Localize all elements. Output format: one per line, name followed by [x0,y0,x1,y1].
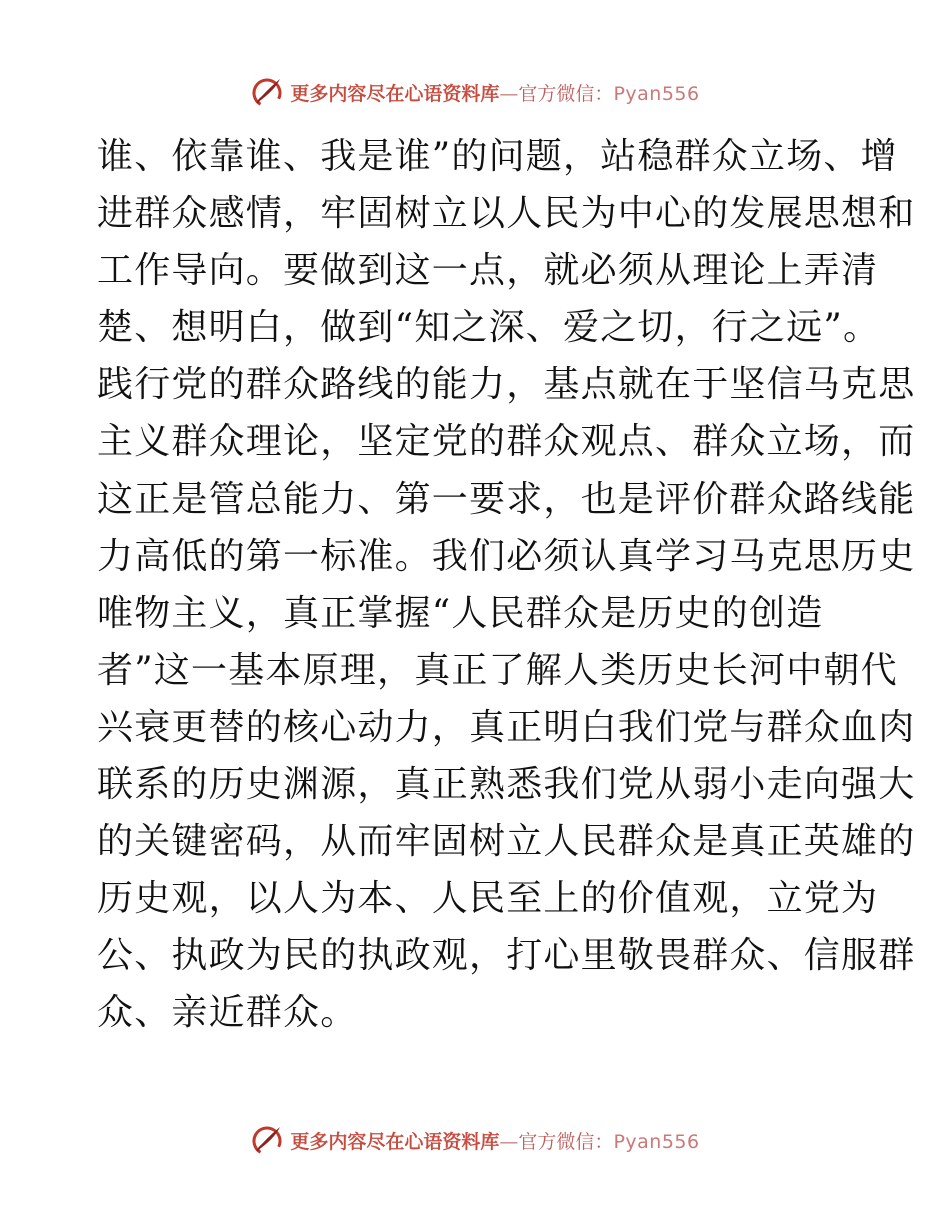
body-line: 兴衰更替的核心动力，真正明白我们党与群众血肉 [97,706,916,748]
header-watermark [0,74,950,110]
body-line: 者”这一基本原理，真正了解人类历史长河中朝代 [97,649,898,691]
footer-watermark [0,1122,950,1158]
watermark-label: 官方微信： [518,82,614,105]
quill-logo-icon [250,74,286,110]
quill-logo-icon [250,1122,286,1158]
body-line: 践行党的群众路线的能力，基点就在于坚信马克思 [97,364,916,406]
watermark-label: 官方微信： [518,1130,614,1153]
body-line: 楚、想明白，做到“知之深、爱之切，行之远”。 [97,307,881,349]
body-line: 工作导向。要做到这一点，就必须从理论上弄清 [97,250,879,292]
body-line: 的关键密码，从而牢固树立人民群众是真正英雄的 [97,821,916,863]
body-line: 众、亲近群众。 [97,992,358,1034]
watermark-brand: 更多内容尽在心语资料库 [290,1130,500,1153]
watermark-text [290,79,699,106]
watermark-text [290,1127,699,1154]
body-line: 这正是管总能力、第一要求，也是评价群众路线能 [97,478,916,520]
body-line: 联系的历史渊源，真正熟悉我们党从弱小走向强大 [97,764,916,806]
document-body [97,128,916,1042]
body-line: 公、执政为民的执政观，打心里敬畏群众、信服群 [97,935,916,977]
watermark-id: Pyan556 [613,82,700,105]
watermark-brand: 更多内容尽在心语资料库 [290,82,500,105]
body-line: 主义群众理论，坚定党的群众观点、群众立场，而 [97,421,916,463]
body-line: 谁、依靠谁、我是谁”的问题，站稳群众立场、增 [97,136,898,177]
watermark-separator: — [499,82,519,105]
watermark-separator: — [499,1130,519,1153]
watermark-id: Pyan556 [613,1130,700,1153]
body-line: 历史观，以人为本、人民至上的价值观，立党为 [97,878,879,920]
body-line: 唯物主义，真正掌握“人民群众是历史的创造 [97,592,824,634]
body-line: 进群众感情，牢固树立以人民为中心的发展思想和 [97,193,916,235]
body-line: 力高低的第一标准。我们必须认真学习马克思历史 [97,535,916,577]
